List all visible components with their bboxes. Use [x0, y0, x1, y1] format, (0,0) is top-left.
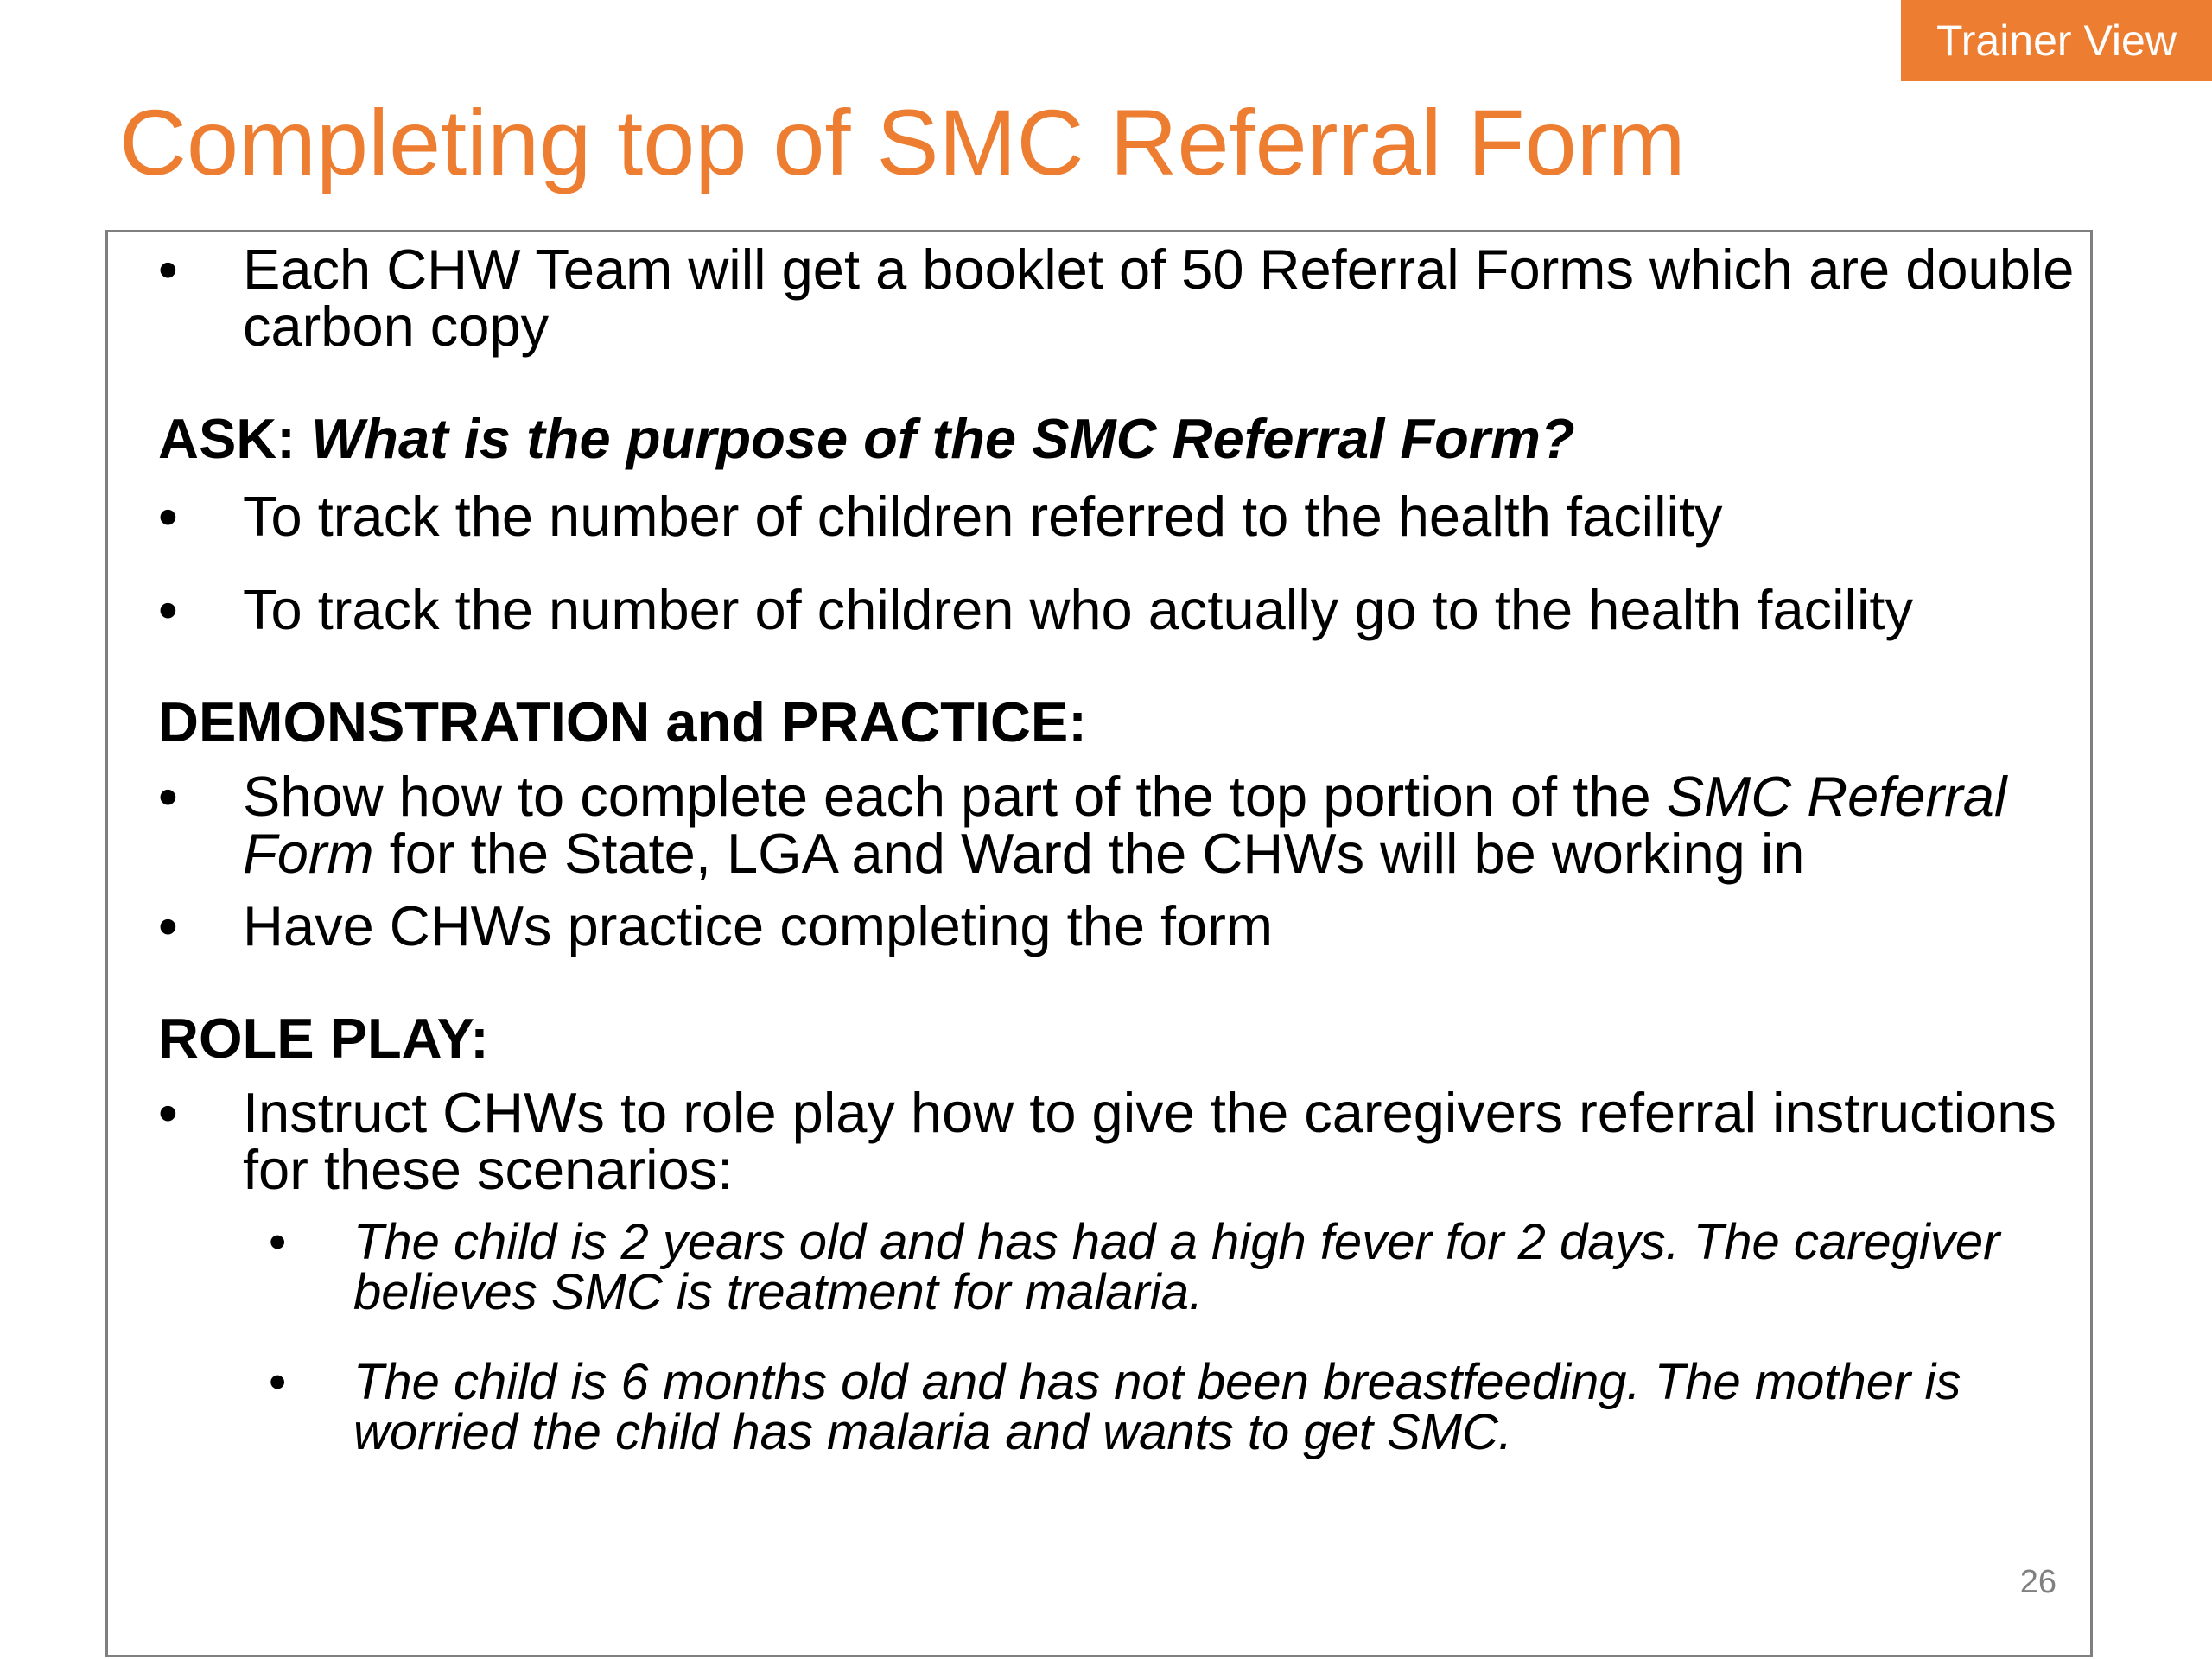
- bullet-marker: •: [269, 1214, 287, 1270]
- content-box: [105, 230, 2093, 1657]
- bullet-marker: •: [269, 1354, 287, 1410]
- scenario-text: The child is 6 months old and has not been breastfeeding. The mother is worried the child has malaria and wants to get SMC.: [353, 1354, 1961, 1460]
- ask-label: ASK:: [158, 407, 296, 470]
- ask-heading: [158, 407, 2085, 470]
- ask-question: What is the purpose of the SMC Referral Form?: [310, 407, 1575, 470]
- bullet-marker: •: [158, 894, 178, 957]
- demonstration-bullet: [158, 765, 2085, 885]
- demonstration-heading: DEMONSTRATION and PRACTICE:: [158, 690, 1087, 753]
- intro-bullet: [158, 238, 2085, 358]
- demonstration-text-part2: for the State, LGA and Ward the CHWs will be working in: [373, 822, 1805, 885]
- role-play-bullet-text: Instruct CHWs to role play how to give the caregivers referral instructions for these scenarios:: [243, 1081, 2056, 1201]
- scenario-text: The child is 2 years old and has had a high fever for 2 days. The caregiver believes SMC is treatment for malaria.: [353, 1214, 2000, 1320]
- demonstration-bullet-text: [243, 765, 2006, 885]
- trainer-view-badge: Trainer View: [1901, 0, 2212, 81]
- bullet-marker: •: [158, 238, 178, 301]
- slide-title: Completing top of SMC Referral Form: [119, 90, 1686, 194]
- page-number: 26: [2019, 1564, 2056, 1600]
- bullet-marker: •: [158, 578, 178, 641]
- ask-bullet: [158, 578, 2085, 641]
- bullet-marker: •: [158, 1081, 178, 1144]
- content-body: [158, 232, 2085, 1458]
- role-play-bullet: [158, 1081, 2085, 1201]
- demonstration-text-part1: Show how to complete each part of the top portion of the: [243, 765, 1667, 828]
- intro-bullet-text: Each CHW Team will get a booklet of 50 Referral Forms which are double carbon copy: [243, 238, 2075, 358]
- role-play-heading: ROLE PLAY:: [158, 1007, 489, 1070]
- form-name-italic: SMC Referral Form: [243, 765, 2007, 885]
- ask-bullet-text: To track the number of children referred to the health facility: [243, 485, 1723, 548]
- ask-bullet-text: To track the number of children who actually go to the health facility: [243, 578, 1913, 641]
- demonstration-bullet-text: Have CHWs practice completing the form: [243, 894, 1274, 957]
- scenario-item: [158, 1354, 2085, 1460]
- bullet-marker: •: [158, 765, 178, 828]
- bullet-marker: •: [158, 485, 178, 548]
- demonstration-bullet: [158, 894, 2085, 957]
- scenario-item: [158, 1214, 2085, 1320]
- ask-bullet: [158, 485, 2085, 548]
